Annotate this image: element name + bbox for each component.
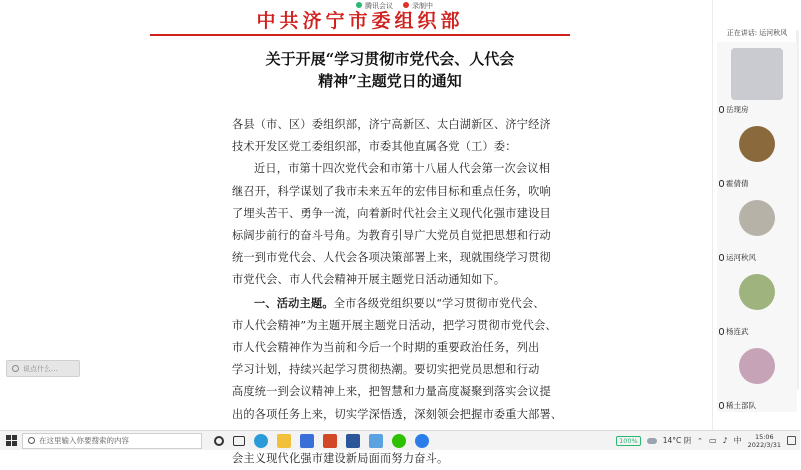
doc-line <box>232 381 554 403</box>
doc-line <box>232 114 554 136</box>
doc-line <box>232 136 554 158</box>
wechat-icon[interactable] <box>392 434 406 448</box>
participant-avatar <box>739 274 775 310</box>
clock-date: 2022/3/31 <box>747 440 781 449</box>
participant-name <box>719 400 756 411</box>
doc-line-text: 近日，市第十四次党代会和市第十八届人代会第一次会议相 <box>254 162 551 176</box>
clock[interactable] <box>748 433 781 449</box>
doc-line-text: 技术开发区党工委组织部，市委其他直属各党（工）委： <box>232 140 517 154</box>
start-button[interactable] <box>0 431 22 451</box>
participant-avatar <box>739 126 775 162</box>
doc-line <box>232 225 554 247</box>
doc-line <box>232 337 554 359</box>
doc-line <box>232 359 554 381</box>
chat-input[interactable] <box>6 360 80 377</box>
participant-tile[interactable] <box>717 264 797 338</box>
doc-line-text: 会主义现代化强市建设新局面而努力奋斗。 <box>232 452 449 466</box>
doc-line <box>232 269 554 291</box>
doc-line <box>232 315 557 337</box>
meeting-app-label: 腾讯会议 <box>356 1 393 11</box>
network-icon[interactable]: ▭ <box>708 436 717 445</box>
chat-placeholder: 说点什么… <box>23 364 58 373</box>
search-icon <box>28 437 35 444</box>
doc-line <box>232 203 554 225</box>
doc-line <box>232 247 554 269</box>
participant-name <box>719 252 756 263</box>
chevron-up-icon[interactable]: ⌃ <box>697 436 703 445</box>
weather-cloud-icon <box>647 438 657 444</box>
photos-icon[interactable] <box>369 434 383 448</box>
letterhead: 中共济宁市委组织部 <box>256 10 464 32</box>
doc-line-text: 出的各项任务上来，切实学深悟透，深刻领会把握市委重大部署、 <box>232 407 563 421</box>
tencent-meeting-icon[interactable] <box>415 434 429 448</box>
search-placeholder: 在这里输入你要搜索的内容 <box>39 436 129 445</box>
participant-tile[interactable] <box>717 338 797 412</box>
participant-name-text: 霍倩倩 <box>726 179 749 188</box>
taskbar <box>0 430 800 450</box>
battery-indicator[interactable]: 100% <box>616 436 641 446</box>
microphone-icon <box>719 106 724 113</box>
participant-name <box>719 178 749 189</box>
doc-body <box>232 114 563 470</box>
doc-line <box>232 292 554 315</box>
doc-line-text: 全市各级党组织要以“学习贯彻市党代会、 <box>333 296 545 310</box>
participant-avatar <box>739 200 775 236</box>
participant-name <box>719 326 749 337</box>
participant-tile[interactable] <box>717 190 797 264</box>
input-method-icon[interactable]: 中 <box>733 436 742 445</box>
recording-status: 录制中 <box>403 1 433 11</box>
participant-tile[interactable] <box>717 116 797 190</box>
powerpoint-icon[interactable] <box>323 434 337 448</box>
clock-time: 15:06 <box>754 432 774 441</box>
microphone-icon <box>719 180 724 187</box>
doc-line-text: 各县（市、区）委组织部，济宁高新区、太白湖新区、济宁经济 <box>232 118 551 131</box>
notification-icon[interactable] <box>787 436 796 445</box>
doc-line-text: 继召开，科学谋划了我市未来五年的宏伟目标和重点任务，吹响 <box>232 184 551 198</box>
microphone-icon <box>719 402 724 409</box>
chat-icon <box>12 365 19 372</box>
participant-name-text: 运河秋风 <box>726 253 756 262</box>
doc-line-text: 市党代会、市人代会精神开展主题党日活动通知如下。 <box>232 273 506 287</box>
participant-avatar <box>739 348 775 384</box>
doc-line-text: 学习计划，持续兴起学习贯彻热潮。要切实把党员思想和行动 <box>232 363 540 377</box>
section-heading: 一、活动主题。 <box>254 295 334 310</box>
speaking-indicator: 正在讲话: 运河秋风 <box>726 29 788 37</box>
edge-icon[interactable] <box>254 434 268 448</box>
participant-tile[interactable] <box>717 42 797 116</box>
doc-line <box>232 448 554 470</box>
weather-text[interactable]: 14°C 阴 <box>662 436 692 445</box>
doc-line-text: 标阔步前行的奋斗号角。为教育引导广大党员自觉把思想和行动 <box>232 229 551 243</box>
windows-icon <box>6 435 17 446</box>
doc-line-text: 市人代会精神作为当前和今后一个时期的重要政治任务，列出 <box>232 341 540 355</box>
doc-line <box>232 158 554 180</box>
doc-title-line: 关于开展“学习贯彻市党代会、人代会 <box>265 50 515 68</box>
red-divider <box>150 34 570 36</box>
doc-line-text: 统一到市党代会、人代会各项决策部署上来，现就围绕学习贯彻 <box>232 251 551 265</box>
doc-line-text: 了埋头苦干、勇争一流，向着新时代社会主义现代化强市建设目 <box>232 206 551 220</box>
doc-title-line: 精神”主题党日的通知 <box>318 72 462 90</box>
doc-line <box>232 404 563 426</box>
doc-line <box>232 181 554 203</box>
taskbar-search[interactable] <box>22 433 202 449</box>
system-tray <box>616 433 800 449</box>
cortana-icon[interactable] <box>214 436 224 446</box>
microphone-icon <box>719 328 724 335</box>
participant-name-text: 稀土部队 <box>726 401 756 410</box>
file-explorer-icon[interactable] <box>277 434 291 448</box>
store-icon[interactable] <box>300 434 314 448</box>
microphone-icon <box>719 254 724 261</box>
participant-name <box>719 104 749 115</box>
doc-line-text: 高度统一到会议精神上来，把智慧和力量高度凝聚到落实会议提 <box>232 385 551 399</box>
task-view-icon[interactable] <box>233 436 245 446</box>
participant-name-text: 杨连武 <box>726 327 749 336</box>
doc-title <box>230 48 550 92</box>
volume-icon[interactable]: ♪ <box>722 436 728 445</box>
word-icon[interactable] <box>346 434 360 448</box>
doc-line-text: 市人代会精神”为主题开展主题党日活动，把学习贯彻市党代会、 <box>232 318 557 332</box>
participant-panel <box>712 0 800 430</box>
participant-name-text: 岳现房 <box>726 105 749 114</box>
participant-avatar <box>731 48 783 100</box>
